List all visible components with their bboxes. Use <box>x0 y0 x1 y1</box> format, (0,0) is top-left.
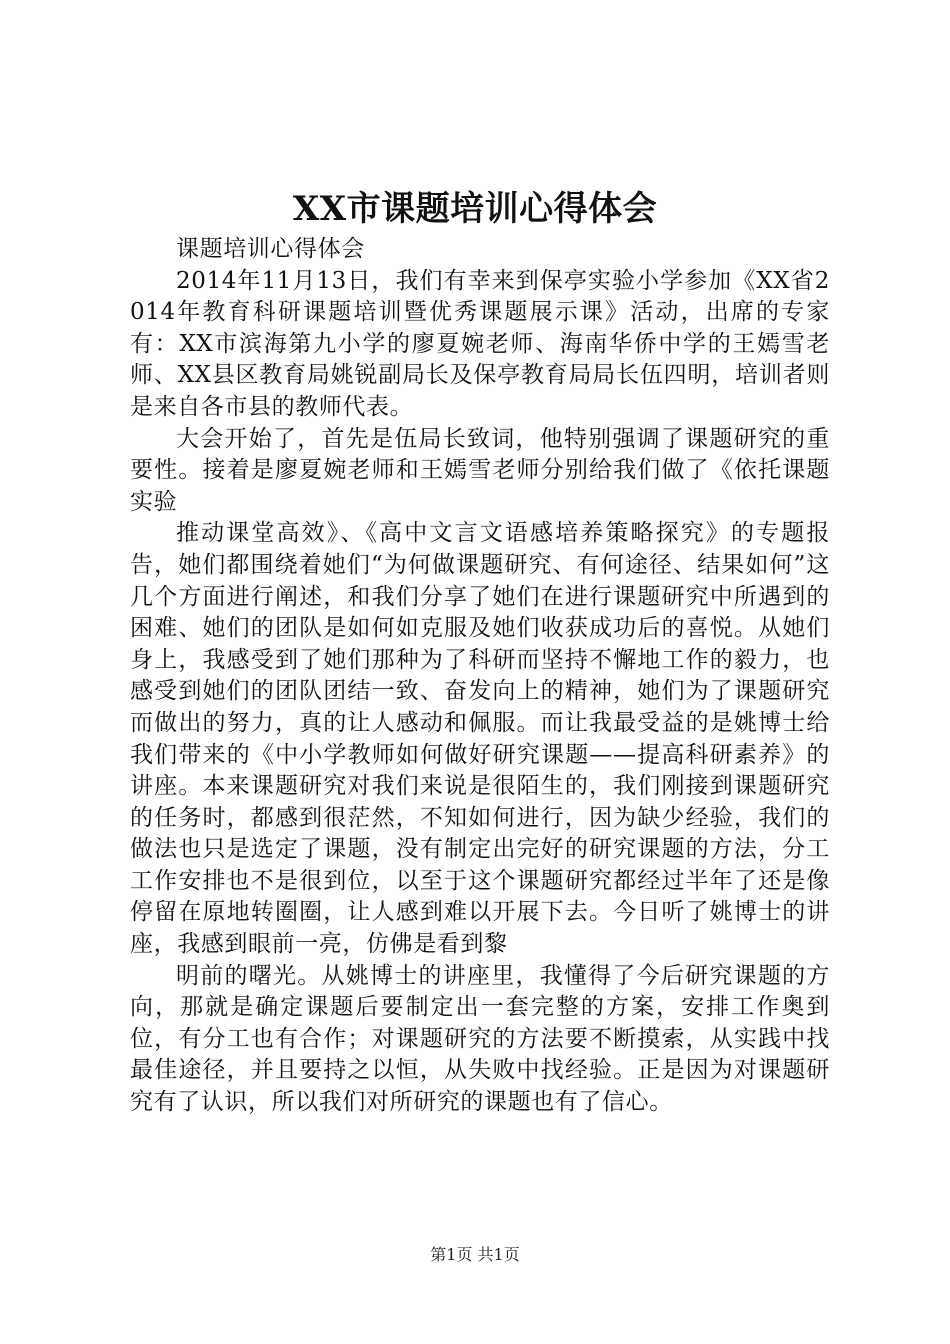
document-body <box>130 234 830 1119</box>
page-footer: 第1页 共1页 <box>430 1245 520 1264</box>
paragraph-subtitle: 课题培训心得体会 <box>176 236 365 262</box>
document-title: XX市课题培训心得体会 <box>292 189 658 229</box>
paragraph-event-intro: 2014年11月13日，我们有幸来到保亭实验小学参加《XX省2014年教育科研课题培训暨优秀课题展示课》活动，出席的专家有：XX市滨海第九小学的廖夏婉老师、海南华侨中学的王嫣雪老师、XX县区教育局姚锐副局长及保亭教育局局长伍四明，培训者则是来自各市县的教师代表。 <box>130 267 830 420</box>
paragraph-reports: 推动课堂高效》、《高中文言文语感培养策略探究》的专题报告，她们都围绕着她们“为何做课题研究、有何途径、结果如何”这几个方面进行阐述，和我们分享了她们在进行课题研究中所遇到的困难、她们的团队是如何如克服及她们收获成功后的喜悦。从她们身上，我感受到了她们那种为了科研而坚持不懈地工作的毅力，也感受到她们的团队团结一致、奋发向上的精神，她们为了课题研究而做出的努力，真的让人感动和佩服。而让我最受益的是姚博士给我们带来的《中小学教师如何做好研究课题——提高科研素养》的讲座。本来课题研究对我们来说是很陌生的，我们刚接到课题研究的任务时，都感到很茫然，不知如何进行，因为缺少经验，我们的做法也只是选定了课题，没有制定出完好的研究课题的方法，分工工作安排也不是很到位，以至于这个课题研究都经过半年了还是像停留在原地转圈圈，让人感到难以开展下去。今日听了姚博士的讲座，我感到眼前一亮，仿佛是看到黎 <box>130 520 830 958</box>
paragraph-opening: 大会开始了，首先是伍局长致词，他特别强调了课题研究的重要性。接着是廖夏婉老师和王嫣雪老师分别给我们做了《依托课题实验 <box>130 425 830 515</box>
paragraph-conclusion: 明前的曙光。从姚博士的讲座里，我懂得了今后研究课题的方向，那就是确定课题后要制定出一套完整的方案，安排工作奥到位，有分工也有合作；对课题研究的方法要不断摸索，从实践中找最佳途径，并且要持之以恒，从失败中找经验。正是因为对课题研究有了认识，所以我们对所研究的课题也有了信心。 <box>130 962 830 1116</box>
